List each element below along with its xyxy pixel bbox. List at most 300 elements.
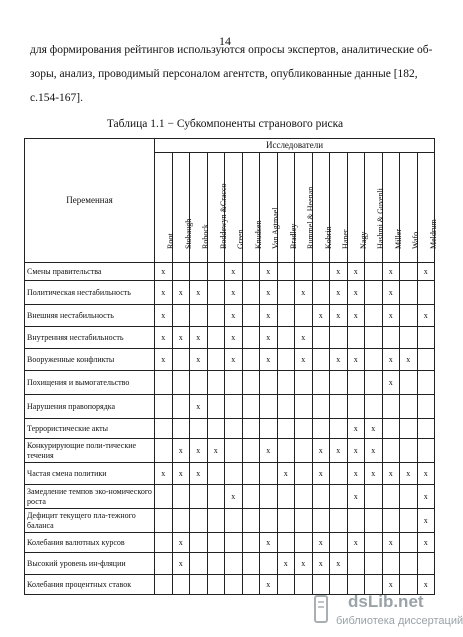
empty-cell — [347, 553, 365, 575]
mark-cell: x — [172, 463, 190, 485]
mark-cell: x — [225, 263, 243, 281]
watermark-brand: dsLib.net — [348, 592, 424, 611]
researcher-header-cell — [155, 153, 176, 263]
empty-cell — [400, 419, 418, 439]
empty-cell — [330, 327, 348, 349]
mark-cell: x — [260, 263, 278, 281]
country-risk-table — [24, 138, 438, 595]
researcher-name: Kobrin — [323, 226, 333, 249]
empty-cell — [312, 263, 330, 281]
empty-cell — [225, 395, 243, 419]
researcher-name: Wafo — [411, 231, 421, 249]
empty-cell — [155, 419, 173, 439]
empty-cell — [242, 439, 260, 463]
variable-label: Колебания валютных курсов — [25, 533, 155, 553]
table-row — [25, 263, 435, 281]
variable-label: Частая смена политики — [25, 463, 155, 485]
empty-cell — [225, 553, 243, 575]
researcher-header-cell — [330, 153, 351, 263]
empty-cell — [295, 419, 313, 439]
empty-cell — [347, 327, 365, 349]
empty-cell — [155, 533, 173, 553]
empty-cell — [225, 533, 243, 553]
mark-cell: x — [330, 553, 348, 575]
mark-cell: x — [190, 327, 208, 349]
mark-cell: x — [347, 419, 365, 439]
empty-cell — [417, 371, 435, 395]
mark-cell: x — [347, 263, 365, 281]
researcher-header-cell — [365, 153, 386, 263]
empty-cell — [190, 533, 208, 553]
paragraph-line-2: зоры, анализ, проводимый персоналом агентств, опубликованные данные [182, — [30, 68, 418, 80]
researcher-header-cell — [382, 153, 403, 263]
mark-cell: x — [417, 575, 435, 595]
empty-cell — [242, 509, 260, 533]
researcher-header-cell — [225, 153, 246, 263]
mark-cell: x — [190, 349, 208, 371]
empty-cell — [330, 395, 348, 419]
mark-cell: x — [382, 305, 400, 327]
variable-label: Дефицит текущего пла-тежного баланса — [25, 509, 155, 533]
empty-cell — [225, 463, 243, 485]
mark-cell: x — [295, 349, 313, 371]
mark-cell: x — [382, 371, 400, 395]
empty-cell — [295, 463, 313, 485]
empty-cell — [400, 533, 418, 553]
mark-cell: x — [312, 553, 330, 575]
mark-cell: x — [365, 439, 383, 463]
researcher-name: Stobaugh — [183, 218, 193, 249]
researcher-header-cell — [260, 153, 281, 263]
mark-cell: x — [207, 439, 225, 463]
empty-cell — [242, 533, 260, 553]
empty-cell — [260, 395, 278, 419]
researcher-name: Root — [166, 233, 176, 249]
mark-cell: x — [330, 281, 348, 305]
mark-cell: x — [330, 439, 348, 463]
researcher-header-cell — [190, 153, 211, 263]
mark-cell: x — [260, 281, 278, 305]
watermark-tagline: библиотека диссертаций — [336, 615, 463, 627]
empty-cell — [312, 281, 330, 305]
mark-cell: x — [295, 553, 313, 575]
empty-cell — [382, 553, 400, 575]
empty-cell — [242, 463, 260, 485]
mark-cell: x — [417, 485, 435, 509]
researcher-header-cell — [312, 153, 333, 263]
variable-header: Переменная — [25, 139, 155, 263]
empty-cell — [260, 463, 278, 485]
empty-cell — [365, 305, 383, 327]
empty-cell — [190, 371, 208, 395]
empty-cell — [312, 349, 330, 371]
table-row — [25, 371, 435, 395]
researcher-name: Miller — [393, 229, 403, 249]
mark-cell: x — [400, 349, 418, 371]
empty-cell — [207, 419, 225, 439]
empty-cell — [312, 371, 330, 395]
researcher-name: Robock — [201, 224, 211, 249]
researcher-header-cell — [242, 153, 263, 263]
empty-cell — [365, 371, 383, 395]
empty-cell — [382, 327, 400, 349]
mark-cell: x — [365, 419, 383, 439]
variable-label: Высокий уровень ин-фляции — [25, 553, 155, 575]
empty-cell — [417, 395, 435, 419]
empty-cell — [295, 371, 313, 395]
empty-cell — [260, 371, 278, 395]
mark-cell: x — [295, 281, 313, 305]
mark-cell: x — [155, 463, 173, 485]
mark-cell: x — [225, 305, 243, 327]
mark-cell: x — [382, 533, 400, 553]
table-row — [25, 533, 435, 553]
empty-cell — [295, 439, 313, 463]
empty-cell — [172, 305, 190, 327]
empty-cell — [400, 263, 418, 281]
researcher-header-cell — [277, 153, 298, 263]
mark-cell: x — [330, 263, 348, 281]
empty-cell — [312, 509, 330, 533]
variable-label: Вооруженные конфликты — [25, 349, 155, 371]
empty-cell — [382, 485, 400, 509]
mark-cell: x — [155, 305, 173, 327]
mark-cell: x — [172, 327, 190, 349]
researcher-header-cell — [295, 153, 316, 263]
empty-cell — [382, 509, 400, 533]
researcher-name: Green — [236, 229, 246, 249]
researchers-header: Исследователи — [155, 139, 435, 153]
mark-cell: x — [277, 553, 295, 575]
empty-cell — [417, 439, 435, 463]
variable-label: Смены правительства — [25, 263, 155, 281]
paragraph-line-3: с.154-167]. — [30, 92, 84, 104]
empty-cell — [277, 485, 295, 509]
empty-cell — [225, 371, 243, 395]
empty-cell — [260, 509, 278, 533]
empty-cell — [242, 263, 260, 281]
researcher-header-cell — [400, 153, 421, 263]
mark-cell: x — [277, 463, 295, 485]
empty-cell — [242, 305, 260, 327]
mark-cell: x — [155, 349, 173, 371]
empty-cell — [207, 533, 225, 553]
mark-cell: x — [400, 463, 418, 485]
mark-cell: x — [260, 349, 278, 371]
researcher-name: Boddewyn &Cracco — [218, 183, 228, 249]
watermark — [312, 592, 463, 630]
mark-cell: x — [225, 281, 243, 305]
empty-cell — [155, 509, 173, 533]
empty-cell — [242, 575, 260, 595]
empty-cell — [382, 395, 400, 419]
mark-cell: x — [330, 305, 348, 327]
empty-cell — [190, 553, 208, 575]
empty-cell — [382, 439, 400, 463]
mark-cell: x — [417, 463, 435, 485]
empty-cell — [330, 463, 348, 485]
mark-cell: x — [347, 533, 365, 553]
empty-cell — [295, 395, 313, 419]
mark-cell: x — [347, 463, 365, 485]
empty-cell — [417, 281, 435, 305]
empty-cell — [242, 371, 260, 395]
mark-cell: x — [417, 533, 435, 553]
table-row — [25, 439, 435, 463]
researcher-name: Rummel & Heenan — [306, 186, 316, 249]
mark-cell: x — [260, 327, 278, 349]
empty-cell — [190, 419, 208, 439]
empty-cell — [277, 395, 295, 419]
empty-cell — [417, 553, 435, 575]
empty-cell — [295, 263, 313, 281]
empty-cell — [155, 553, 173, 575]
table-header-row — [25, 139, 435, 153]
empty-cell — [417, 349, 435, 371]
empty-cell — [242, 395, 260, 419]
empty-cell — [172, 371, 190, 395]
paragraph-line-1: для формирования рейтингов используются опросы экспертов, аналитические об- — [30, 44, 433, 56]
empty-cell — [277, 419, 295, 439]
empty-cell — [365, 509, 383, 533]
mark-cell: x — [382, 281, 400, 305]
empty-cell — [172, 349, 190, 371]
empty-cell — [207, 281, 225, 305]
empty-cell — [295, 305, 313, 327]
empty-cell — [312, 395, 330, 419]
empty-cell — [277, 281, 295, 305]
researcher-name: Van Agtmael — [271, 207, 281, 249]
empty-cell — [277, 349, 295, 371]
empty-cell — [417, 327, 435, 349]
mark-cell: x — [382, 575, 400, 595]
empty-cell — [242, 485, 260, 509]
empty-cell — [277, 575, 295, 595]
mark-cell: x — [260, 305, 278, 327]
empty-cell — [400, 281, 418, 305]
mark-cell: x — [225, 327, 243, 349]
mark-cell: x — [155, 263, 173, 281]
empty-cell — [155, 575, 173, 595]
empty-cell — [400, 371, 418, 395]
researcher-name: Nagy — [358, 231, 368, 249]
mark-cell: x — [172, 281, 190, 305]
mark-cell: x — [382, 349, 400, 371]
empty-cell — [277, 263, 295, 281]
empty-cell — [330, 419, 348, 439]
empty-cell — [260, 419, 278, 439]
empty-cell — [400, 305, 418, 327]
mark-cell: x — [417, 509, 435, 533]
empty-cell — [242, 553, 260, 575]
mark-cell: x — [260, 575, 278, 595]
empty-cell — [172, 509, 190, 533]
page-number: 14 — [219, 34, 231, 48]
variable-label: Похищения и вымогательство — [25, 371, 155, 395]
table-row — [25, 485, 435, 509]
table-row — [25, 395, 435, 419]
empty-cell — [330, 485, 348, 509]
empty-cell — [277, 327, 295, 349]
table-caption: Таблица 1.1 − Субкомпоненты странового риска — [106, 118, 344, 130]
researcher-name: Haner — [341, 229, 351, 249]
mark-cell: x — [225, 485, 243, 509]
mark-cell: x — [347, 349, 365, 371]
empty-cell — [277, 533, 295, 553]
empty-cell — [207, 509, 225, 533]
mark-cell: x — [347, 439, 365, 463]
empty-cell — [172, 485, 190, 509]
mark-cell: x — [225, 349, 243, 371]
variable-label: Террористические акты — [25, 419, 155, 439]
empty-cell — [207, 463, 225, 485]
empty-cell — [190, 575, 208, 595]
mark-cell: x — [417, 263, 435, 281]
empty-cell — [190, 305, 208, 327]
mark-cell: x — [172, 553, 190, 575]
researcher-header-cell — [172, 153, 193, 263]
empty-cell — [295, 485, 313, 509]
table-row — [25, 463, 435, 485]
empty-cell — [242, 419, 260, 439]
empty-cell — [225, 575, 243, 595]
mark-cell: x — [382, 463, 400, 485]
empty-cell — [242, 349, 260, 371]
researcher-name: Knudsen — [253, 220, 263, 249]
empty-cell — [330, 533, 348, 553]
researcher-header-cell — [207, 153, 228, 263]
mark-cell: x — [312, 463, 330, 485]
empty-cell — [400, 553, 418, 575]
empty-cell — [277, 305, 295, 327]
empty-cell — [312, 485, 330, 509]
empty-cell — [365, 263, 383, 281]
empty-cell — [190, 509, 208, 533]
variable-label: Политическая нестабильность — [25, 281, 155, 305]
empty-cell — [207, 305, 225, 327]
mark-cell: x — [155, 281, 173, 305]
table-row — [25, 349, 435, 371]
empty-cell — [295, 533, 313, 553]
empty-cell — [190, 485, 208, 509]
empty-cell — [207, 485, 225, 509]
empty-cell — [417, 419, 435, 439]
mark-cell: x — [365, 463, 383, 485]
empty-cell — [260, 485, 278, 509]
mark-cell: x — [155, 327, 173, 349]
empty-cell — [207, 575, 225, 595]
mark-cell: x — [190, 439, 208, 463]
mark-cell: x — [347, 305, 365, 327]
empty-cell — [312, 327, 330, 349]
mark-cell: x — [172, 439, 190, 463]
mark-cell: x — [190, 281, 208, 305]
empty-cell — [172, 395, 190, 419]
empty-cell — [225, 509, 243, 533]
table-row — [25, 419, 435, 439]
mark-cell: x — [172, 533, 190, 553]
empty-cell — [365, 349, 383, 371]
table-row — [25, 281, 435, 305]
empty-cell — [207, 553, 225, 575]
mark-cell: x — [382, 263, 400, 281]
empty-cell — [295, 575, 313, 595]
empty-cell — [400, 395, 418, 419]
empty-cell — [190, 263, 208, 281]
empty-cell — [277, 509, 295, 533]
empty-cell — [382, 419, 400, 439]
empty-cell — [242, 327, 260, 349]
variable-label: Конкурирующие поли-тические течения — [25, 439, 155, 463]
mark-cell: x — [295, 327, 313, 349]
empty-cell — [277, 439, 295, 463]
empty-cell — [207, 395, 225, 419]
dslib-logo-icon — [312, 594, 330, 624]
variable-label: Колебания процентных ставок — [25, 575, 155, 595]
empty-cell — [365, 553, 383, 575]
mark-cell: x — [330, 349, 348, 371]
empty-cell — [225, 419, 243, 439]
empty-cell — [155, 485, 173, 509]
researcher-header-cell — [347, 153, 368, 263]
researcher-name: Hashmi & Guvenli — [376, 188, 386, 249]
mark-cell: x — [190, 395, 208, 419]
empty-cell — [400, 509, 418, 533]
mark-cell: x — [347, 281, 365, 305]
empty-cell — [330, 371, 348, 395]
researcher-name: Bradley — [288, 223, 298, 249]
mark-cell: x — [347, 485, 365, 509]
empty-cell — [347, 509, 365, 533]
table-row — [25, 509, 435, 533]
researcher-name: Meldrum — [428, 219, 438, 249]
mark-cell: x — [312, 533, 330, 553]
variable-label: Внутренняя нестабильность — [25, 327, 155, 349]
empty-cell — [365, 281, 383, 305]
empty-cell — [155, 395, 173, 419]
empty-cell — [347, 371, 365, 395]
mark-cell: x — [312, 439, 330, 463]
empty-cell — [155, 439, 173, 463]
empty-cell — [365, 327, 383, 349]
mark-cell: x — [190, 463, 208, 485]
empty-cell — [207, 371, 225, 395]
empty-cell — [295, 509, 313, 533]
mark-cell: x — [260, 439, 278, 463]
empty-cell — [172, 575, 190, 595]
empty-cell — [207, 263, 225, 281]
empty-cell — [347, 395, 365, 419]
mark-cell: x — [312, 305, 330, 327]
researcher-header-cell — [417, 153, 438, 263]
empty-cell — [207, 327, 225, 349]
empty-cell — [330, 509, 348, 533]
empty-cell — [225, 439, 243, 463]
empty-cell — [260, 553, 278, 575]
variable-label: Внешняя нестабильность — [25, 305, 155, 327]
empty-cell — [400, 439, 418, 463]
variable-label: Замедление темпов эко-номического роста — [25, 485, 155, 509]
table-row — [25, 305, 435, 327]
mark-cell: x — [417, 305, 435, 327]
mark-cell: x — [260, 533, 278, 553]
table-row — [25, 553, 435, 575]
empty-cell — [400, 485, 418, 509]
empty-cell — [172, 263, 190, 281]
empty-cell — [155, 371, 173, 395]
variable-label: Нарушения правопорядка — [25, 395, 155, 419]
empty-cell — [312, 419, 330, 439]
